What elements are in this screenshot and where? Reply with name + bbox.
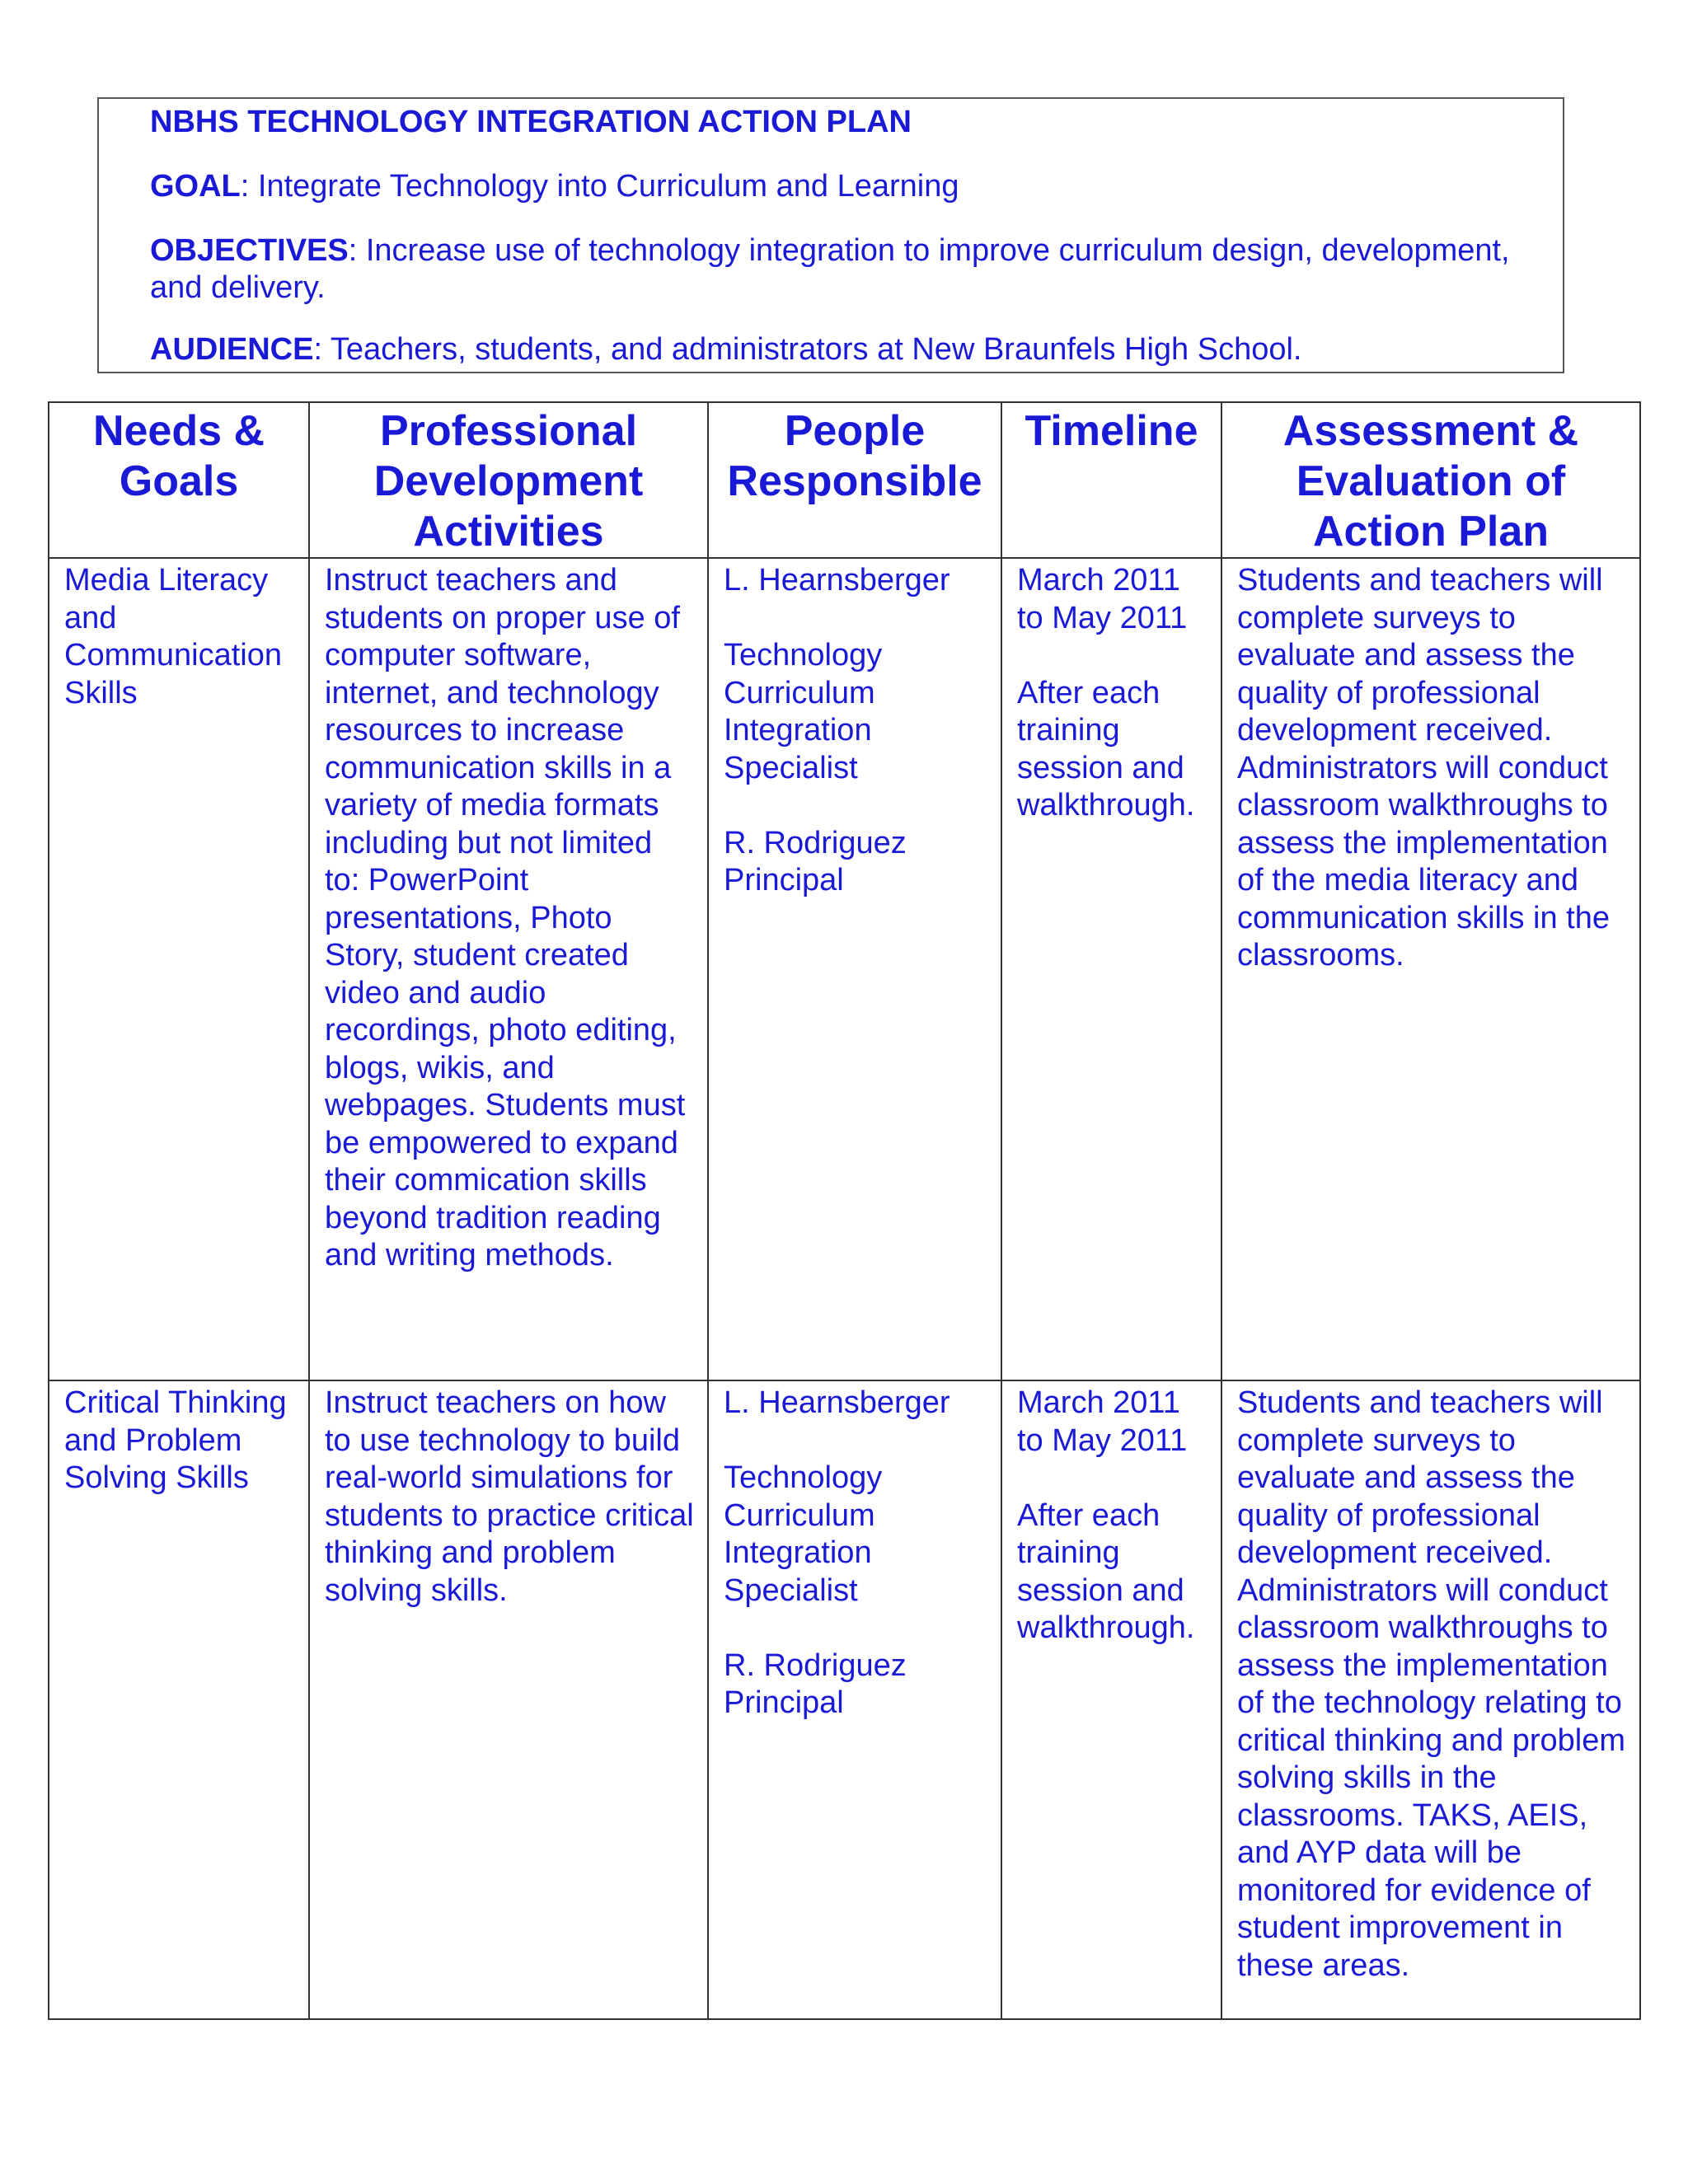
activities-cell: Instruct teachers and students on proper use of computer software, internet, and technology resources to increase communication skills in a variety of media formats including but not limited to: PowerPoint presentations, Photo Story, student created video and audio recordings, photo editing, blogs, wikis, and webpages. Students must be empowered to expand their commication skills beyond tradition reading and writing methods. xyxy=(309,558,708,1380)
objectives-label: OBJECTIVES xyxy=(150,233,349,268)
assessment-cell: Students and teachers will complete surveys to evaluate and assess the quality of professional development received. Administrators will conduct classroom walkthroughs to assess the implementation of the technology relating to critical thinking and problem solving skills in the classrooms. TAKS, AEIS, and AYP data will be monitored for evidence of student improvement in these areas. xyxy=(1221,1380,1640,2019)
column-header-assessment: Assessment & Evaluation of Action Plan xyxy=(1221,402,1640,558)
audience-line xyxy=(150,331,1530,368)
audience-label: AUDIENCE xyxy=(150,332,314,367)
action-plan-table xyxy=(48,401,1641,2020)
column-header-timeline: Timeline xyxy=(1001,402,1221,558)
plan-header-box xyxy=(97,97,1564,373)
column-header-activities: Professional Development Activities xyxy=(309,402,708,558)
needs-cell: Media Literacy and Communication Skills xyxy=(49,558,309,1380)
table-row xyxy=(49,558,1640,1380)
assessment-cell: Students and teachers will complete surveys to evaluate and assess the quality of professional development received. Administrators will conduct classroom walkthroughs to assess the implementation of the media literacy and communication skills in the classrooms. xyxy=(1221,558,1640,1380)
people-cell: L. Hearnsberger Technology Curriculum Integration Specialist R. Rodriguez Principal xyxy=(708,1380,1001,2019)
goal-label: GOAL xyxy=(150,169,241,204)
table-row xyxy=(49,1380,1640,2019)
table-header-row xyxy=(49,402,1640,558)
goal-text: : Integrate Technology into Curriculum and Learning xyxy=(240,169,959,204)
timeline-cell: March 2011 to May 2011 After each training session and walkthrough. xyxy=(1001,558,1221,1380)
activities-cell: Instruct teachers on how to use technology to build real-world simulations for students to practice critical thinking and problem solving skills. xyxy=(309,1380,708,2019)
column-header-people: People Responsible xyxy=(708,402,1001,558)
needs-cell: Critical Thinking and Problem Solving Skills xyxy=(49,1380,309,2019)
timeline-cell: March 2011 to May 2011 After each training session and walkthrough. xyxy=(1001,1380,1221,2019)
goal-line xyxy=(150,168,1530,205)
document-title: NBHS TECHNOLOGY INTEGRATION ACTION PLAN xyxy=(150,105,912,139)
column-header-needs: Needs & Goals xyxy=(49,402,309,558)
objectives-text: : Increase use of technology integration to improve curriculum design, development, and delivery. xyxy=(150,233,1510,305)
audience-text: : Teachers, students, and administrators at New Braunfels High School. xyxy=(313,332,1302,367)
people-cell: L. Hearnsberger Technology Curriculum Integration Specialist R. Rodriguez Principal xyxy=(708,558,1001,1380)
objectives-line xyxy=(150,232,1530,307)
